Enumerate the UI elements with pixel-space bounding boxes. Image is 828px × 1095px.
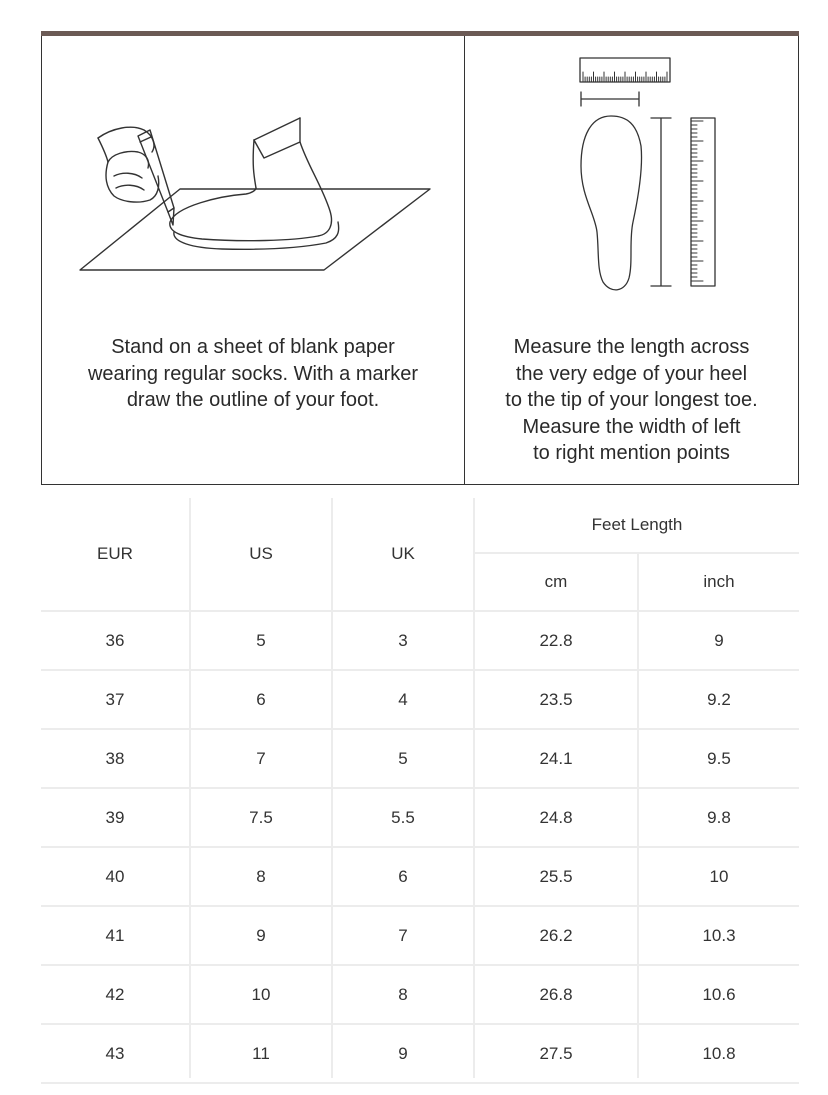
foot-tracing-illustration <box>42 36 464 336</box>
cell-eur: 40 <box>105 866 125 886</box>
cell-cm: 26.2 <box>539 925 573 945</box>
cell-inch: 9.5 <box>707 748 731 768</box>
grid-line <box>41 905 799 907</box>
cell-us: 7.5 <box>249 807 273 827</box>
grid-line <box>473 498 475 1078</box>
cell-eur: 41 <box>105 925 125 945</box>
cell-cm: 24.1 <box>539 748 573 768</box>
cell-inch: 10 <box>709 866 729 886</box>
cell-inch: 9.8 <box>707 807 731 827</box>
footprint-icon <box>581 116 642 290</box>
grid-line <box>41 846 799 848</box>
size-chart-table <box>41 498 799 1078</box>
cell-uk: 8 <box>398 984 408 1004</box>
step-trace-foot-text: Stand on a sheet of blank paper wearing regular socks. With a marker draw the outline of your foot. <box>87 336 419 411</box>
grid-line <box>331 498 333 1078</box>
header-feet-length: Feet Length <box>591 515 683 534</box>
cell-uk: 9 <box>398 1043 408 1063</box>
cell-eur: 37 <box>105 689 125 709</box>
cell-eur: 38 <box>105 748 125 768</box>
header-eur: EUR <box>97 544 133 563</box>
grid-line <box>41 1082 799 1084</box>
step-measure-foot <box>465 36 798 484</box>
cell-us: 9 <box>256 925 266 945</box>
step-measure-foot-text: Measure the length across the very edge of your heel to the tip of your longest toe. Measure the width of left to right mention points <box>505 336 758 464</box>
cell-us: 7 <box>256 748 266 768</box>
cell-inch: 10.3 <box>702 925 736 945</box>
cell-inch: 10.6 <box>702 984 736 1004</box>
measurement-instructions <box>41 36 799 485</box>
cell-cm: 24.8 <box>539 807 573 827</box>
grid-line <box>189 498 191 1078</box>
grid-line <box>41 610 799 612</box>
cell-uk: 4 <box>398 689 408 709</box>
cell-cm: 22.8 <box>539 630 573 650</box>
cell-eur: 36 <box>105 630 125 650</box>
cell-us: 10 <box>251 984 271 1004</box>
grid-line <box>41 964 799 966</box>
foot-measure-illustration <box>465 36 798 336</box>
cell-us: 6 <box>256 689 266 709</box>
cell-uk: 5.5 <box>391 807 415 827</box>
grid-line <box>41 1023 799 1025</box>
cell-us: 11 <box>252 1043 270 1063</box>
cell-uk: 3 <box>398 630 408 650</box>
cell-inch: 9.2 <box>707 689 731 709</box>
grid-line <box>41 669 799 671</box>
cell-uk: 5 <box>398 748 408 768</box>
header-cm: cm <box>544 572 568 591</box>
cell-cm: 27.5 <box>539 1043 573 1063</box>
cell-uk: 7 <box>398 925 408 945</box>
header-inch: inch <box>703 572 735 591</box>
header-uk: UK <box>391 544 415 563</box>
grid-line <box>41 728 799 730</box>
cell-eur: 39 <box>105 807 125 827</box>
cell-us: 8 <box>256 866 266 886</box>
cell-inch: 9 <box>714 630 724 650</box>
grid-line <box>637 554 639 1078</box>
cell-us: 5 <box>256 630 266 650</box>
cell-cm: 25.5 <box>539 866 573 886</box>
paper-sheet <box>80 189 430 270</box>
cell-uk: 6 <box>398 866 408 886</box>
step-trace-foot <box>42 36 465 484</box>
cell-cm: 26.8 <box>539 984 573 1004</box>
grid-line <box>41 787 799 789</box>
cell-inch: 10.8 <box>702 1043 736 1063</box>
header-us: US <box>249 544 273 563</box>
cell-eur: 42 <box>105 984 125 1004</box>
cell-eur: 43 <box>105 1043 125 1063</box>
cell-cm: 23.5 <box>539 689 573 709</box>
